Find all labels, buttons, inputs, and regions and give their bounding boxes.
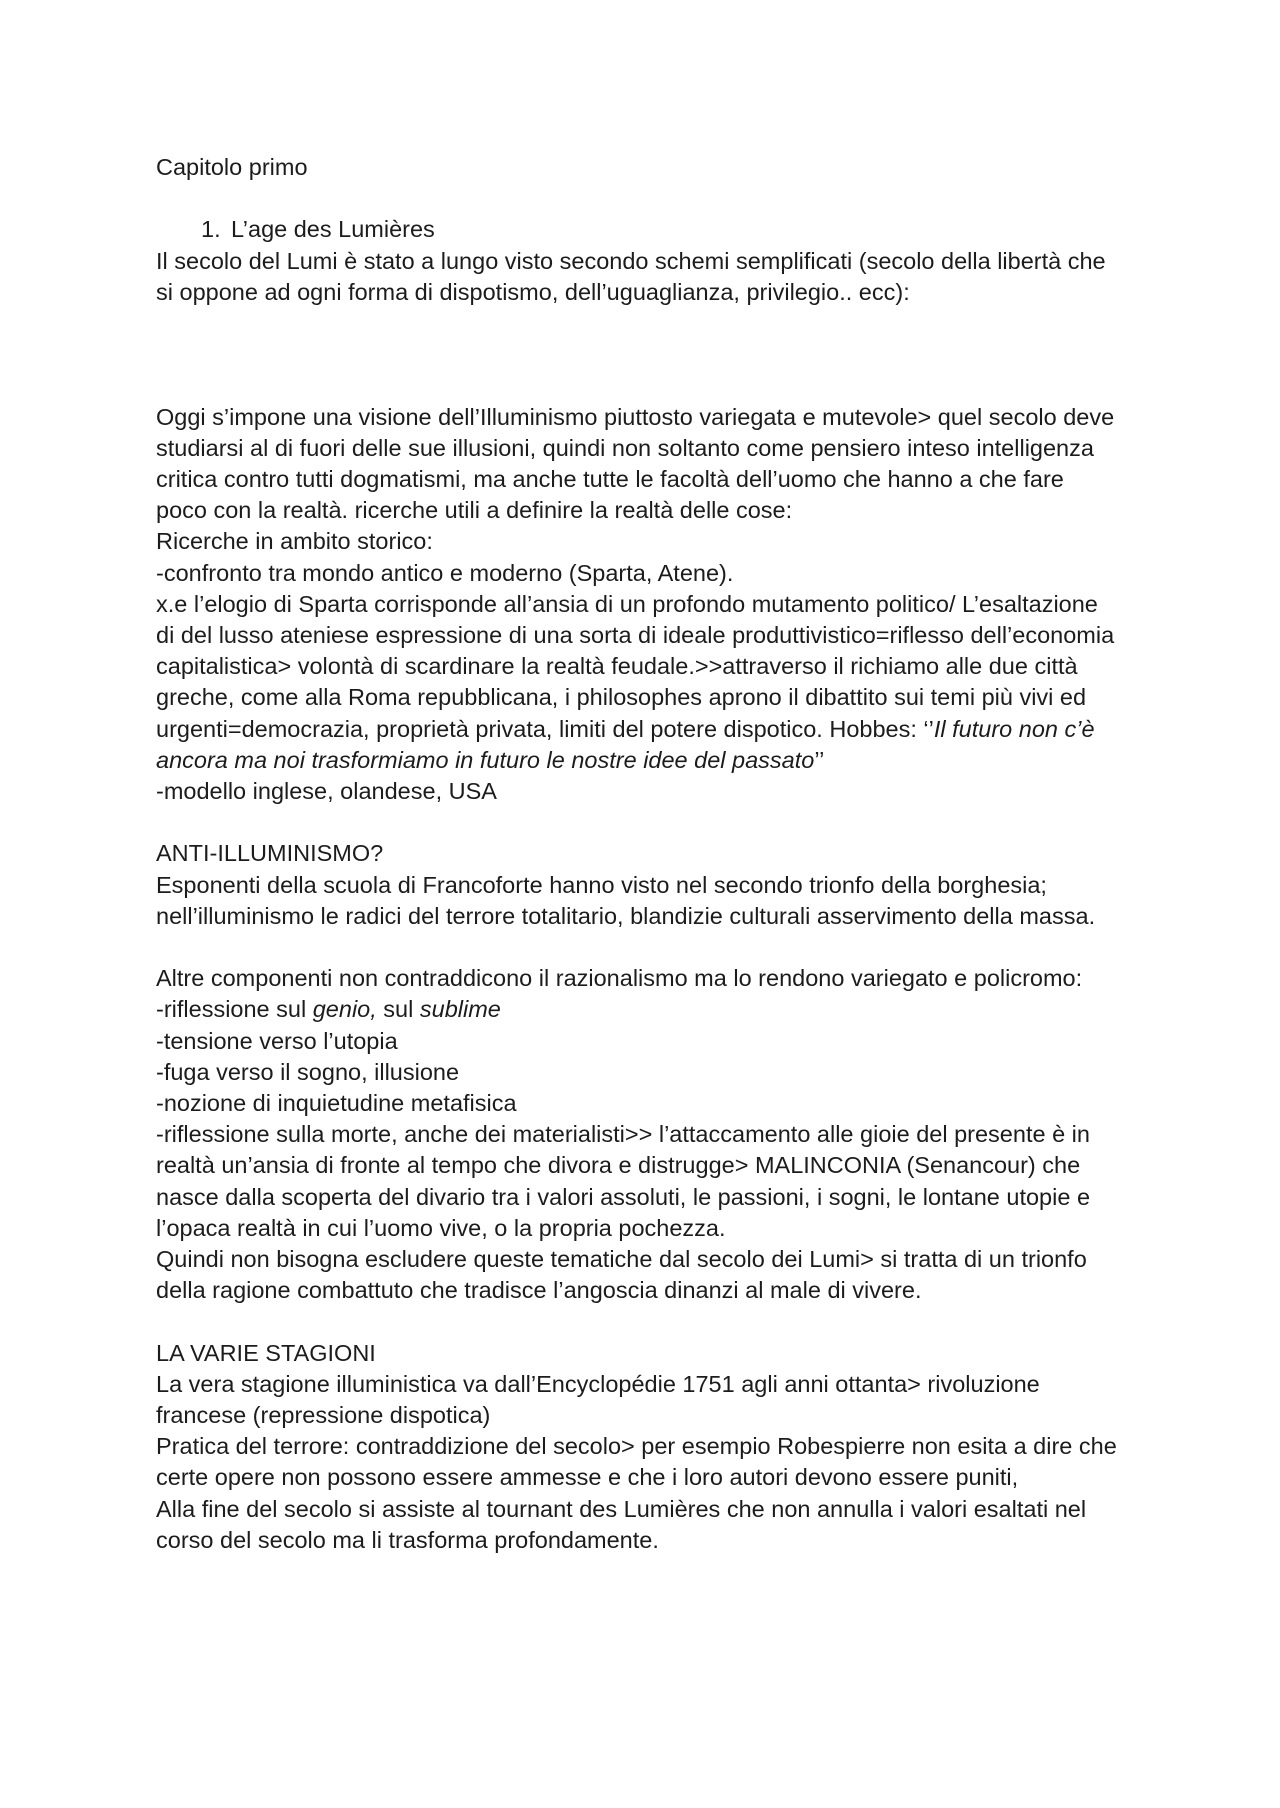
text-line: poco con la realtà. ricerche utili a definire la realtà delle cose:	[156, 497, 793, 524]
text-line: Ricerche in ambito storico:	[156, 528, 433, 555]
text-line: -tensione verso l’utopia	[156, 1027, 398, 1054]
spacer	[156, 932, 1146, 963]
text-line: capitalistica> volontà di scardinare la realtà feudale.>>attraverso il richiamo alle due città	[156, 653, 1078, 680]
text-line: della ragione combattuto che tradisce l’angoscia dinanzi al male di vivere.	[156, 1277, 922, 1304]
text-line: di del lusso ateniese espressione di una sorta di ideale produttivistico=riflesso dell’economia	[156, 622, 1115, 649]
text-line: Alla fine del secolo si assiste al tournant des Lumières che non annulla i valori esaltati nel	[156, 1495, 1087, 1522]
spacer	[156, 1306, 1146, 1337]
spacer	[156, 807, 1146, 838]
text-line: certe opere non possono essere ammesse e che i loro autori devono essere puniti,	[156, 1464, 1019, 1491]
text-line: x.e l’elogio di Sparta corrisponde all’ansia di un profondo mutamento politico/ L’esaltazione	[156, 590, 1098, 617]
stagioni-section	[156, 1338, 1146, 1556]
text-line: Altre componenti non contraddicono il razionalismo ma lo rendono variegato e policromo:	[156, 965, 1083, 992]
text-line	[156, 745, 1146, 776]
text-line: La vera stagione illuministica va dall’Encyclopédie 1751 agli anni ottanta> rivoluzione	[156, 1370, 1040, 1397]
spacer	[156, 308, 1146, 402]
section-heading	[156, 214, 1146, 245]
text-line: nasce dalla scoperta del divario tra i valori assoluti, le passioni, i sogni, le lontane utopie e	[156, 1183, 1091, 1210]
text-line: critica contro tutti dogmatismi, ma anche tutte le facoltà dell’uomo che hanno a che fare	[156, 466, 1064, 492]
text-line	[156, 714, 1146, 745]
text-line: si oppone ad ogni forma di dispotismo, dell’uguaglianza, privilegio.. ecc):	[156, 278, 910, 305]
text-span: urgenti=democrazia, proprietà privata, limiti del potere dispotico. Hobbes: ‘’	[156, 715, 934, 742]
text-line: francese (repressione dispotica)	[156, 1402, 491, 1429]
text-line: -modello inglese, olandese, USA	[156, 778, 497, 805]
text-line: studiarsi al di fuori delle sue illusioni, quindi non soltanto come pensiero inteso intelligenza	[156, 434, 1094, 461]
document-page	[156, 152, 1146, 1556]
text-line: -fuga verso il sogno, illusione	[156, 1058, 460, 1085]
section-number: 1.	[201, 216, 221, 243]
intro-paragraph	[156, 246, 1146, 308]
section-title: L’age des Lumières	[231, 216, 435, 243]
text-line: -nozione di inquietudine metafisica	[156, 1090, 517, 1117]
text-line: Il secolo del Lumi è stato a lungo visto secondo schemi semplificati (secolo della libertà che	[156, 247, 1106, 274]
text-line: realtà un’ansia di fronte al tempo che divora e distrugge> MALINCONIA (Senancour) che	[156, 1152, 1081, 1179]
text-span: sul	[376, 996, 420, 1023]
text-line: Esponenti della scuola di Francoforte hanno visto nel secondo trionfo della borghesia;	[156, 871, 1047, 898]
hobbes-quote: Il futuro non c’è	[933, 715, 1095, 742]
text-line: l’opaca realtà in cui l’uomo vive, o la propria pochezza.	[156, 1214, 726, 1241]
text-line: -confronto tra mondo antico e moderno (Sparta, Atene).	[156, 559, 734, 586]
text-line: Pratica del terrore: contraddizione del secolo> per esempio Robespierre non esita a dire che	[156, 1433, 1117, 1460]
section-heading: ANTI-ILLUMINISMO?	[156, 840, 384, 867]
spacer	[156, 183, 1146, 214]
oggi-paragraph	[156, 402, 1146, 808]
emphasis-genio: genio,	[312, 996, 377, 1023]
text-line: greche, come alla Roma repubblicana, i philosophes aprono il dibattito sui temi più vivi ed	[156, 684, 1087, 711]
hobbes-quote: ancora ma noi trasformiamo in futuro le nostre idee del passato	[156, 746, 815, 773]
text-line: Quindi non bisogna escludere queste tematiche dal secolo dei Lumi> si tratta di un trionfo	[156, 1246, 1087, 1273]
text-line: nell’illuminismo le radici del terrore totalitario, blandizie culturali asservimento della massa.	[156, 902, 1096, 929]
text-line: -riflessione sulla morte, anche dei materialisti>> l’attaccamento alle gioie del presente è in	[156, 1121, 1090, 1148]
text-line	[156, 994, 1146, 1025]
text-line: corso del secolo ma li trasforma profondamente.	[156, 1526, 659, 1553]
emphasis-sublime: sublime	[419, 996, 501, 1023]
text-span: ’’	[814, 746, 825, 773]
text-span: -riflessione sul	[156, 996, 313, 1023]
altre-componenti-paragraph	[156, 963, 1146, 1306]
section-heading: LA VARIE STAGIONI	[156, 1339, 376, 1366]
text-line: Oggi s’impone una visione dell’Illuminismo piuttosto variegata e mutevole> quel secolo deve	[156, 403, 1115, 430]
anti-illuminismo-section	[156, 838, 1146, 932]
chapter-title: Capitolo primo	[156, 154, 308, 180]
